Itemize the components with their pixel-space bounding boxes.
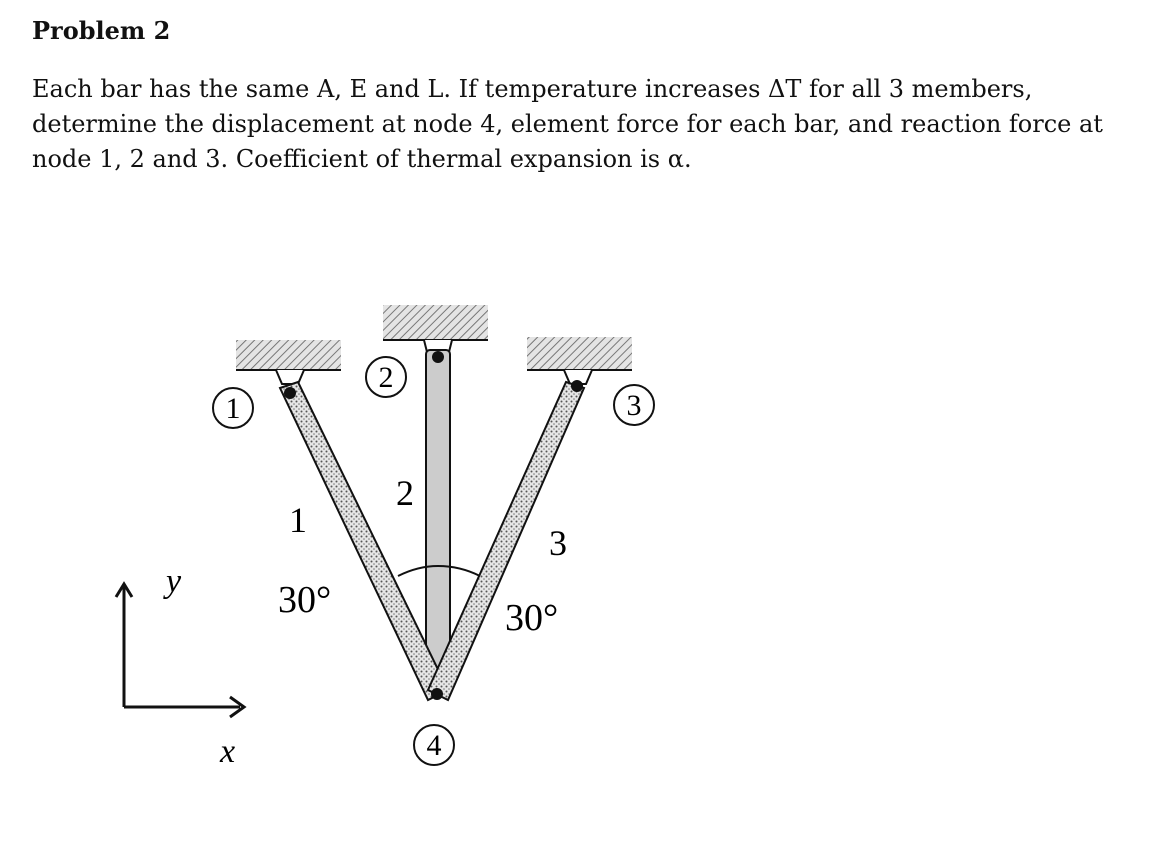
- bar-1: [280, 382, 448, 700]
- pin-node-4: [431, 688, 443, 700]
- element-1-label: 1: [289, 500, 307, 540]
- support-1: [236, 340, 341, 384]
- svg-text:3: 3: [626, 389, 642, 422]
- svg-text:1: 1: [225, 392, 241, 425]
- support-2: [383, 305, 488, 352]
- node-3-label: [614, 385, 654, 425]
- node-4-label: [414, 725, 454, 765]
- problem-title: Problem 2: [32, 16, 171, 45]
- svg-text:2: 2: [378, 361, 394, 394]
- node-2-label: [366, 357, 406, 397]
- support-3: [527, 337, 632, 384]
- angle-label-left: 30°: [278, 579, 332, 621]
- element-3-label: 3: [549, 523, 567, 563]
- angle-label-right: 30°: [505, 597, 559, 639]
- element-2-label: 2: [396, 473, 414, 513]
- x-axis-label: x: [220, 733, 236, 770]
- problem-statement: Each bar has the same A, E and L. If temperature increases ΔT for all 3 members, determine the displacement at node 4, element force for each bar, and reaction force at node 1, 2 and 3. Coefficient of thermal expansion is α.: [32, 75, 1103, 173]
- node-1-label: [213, 388, 253, 428]
- svg-text:4: 4: [426, 729, 442, 762]
- y-axis-label: y: [166, 563, 182, 600]
- pin-node-2: [432, 351, 444, 363]
- pin-node-3: [571, 380, 583, 392]
- pin-node-1: [284, 387, 296, 399]
- bar-2: [426, 350, 450, 692]
- coordinate-axes: [116, 584, 244, 717]
